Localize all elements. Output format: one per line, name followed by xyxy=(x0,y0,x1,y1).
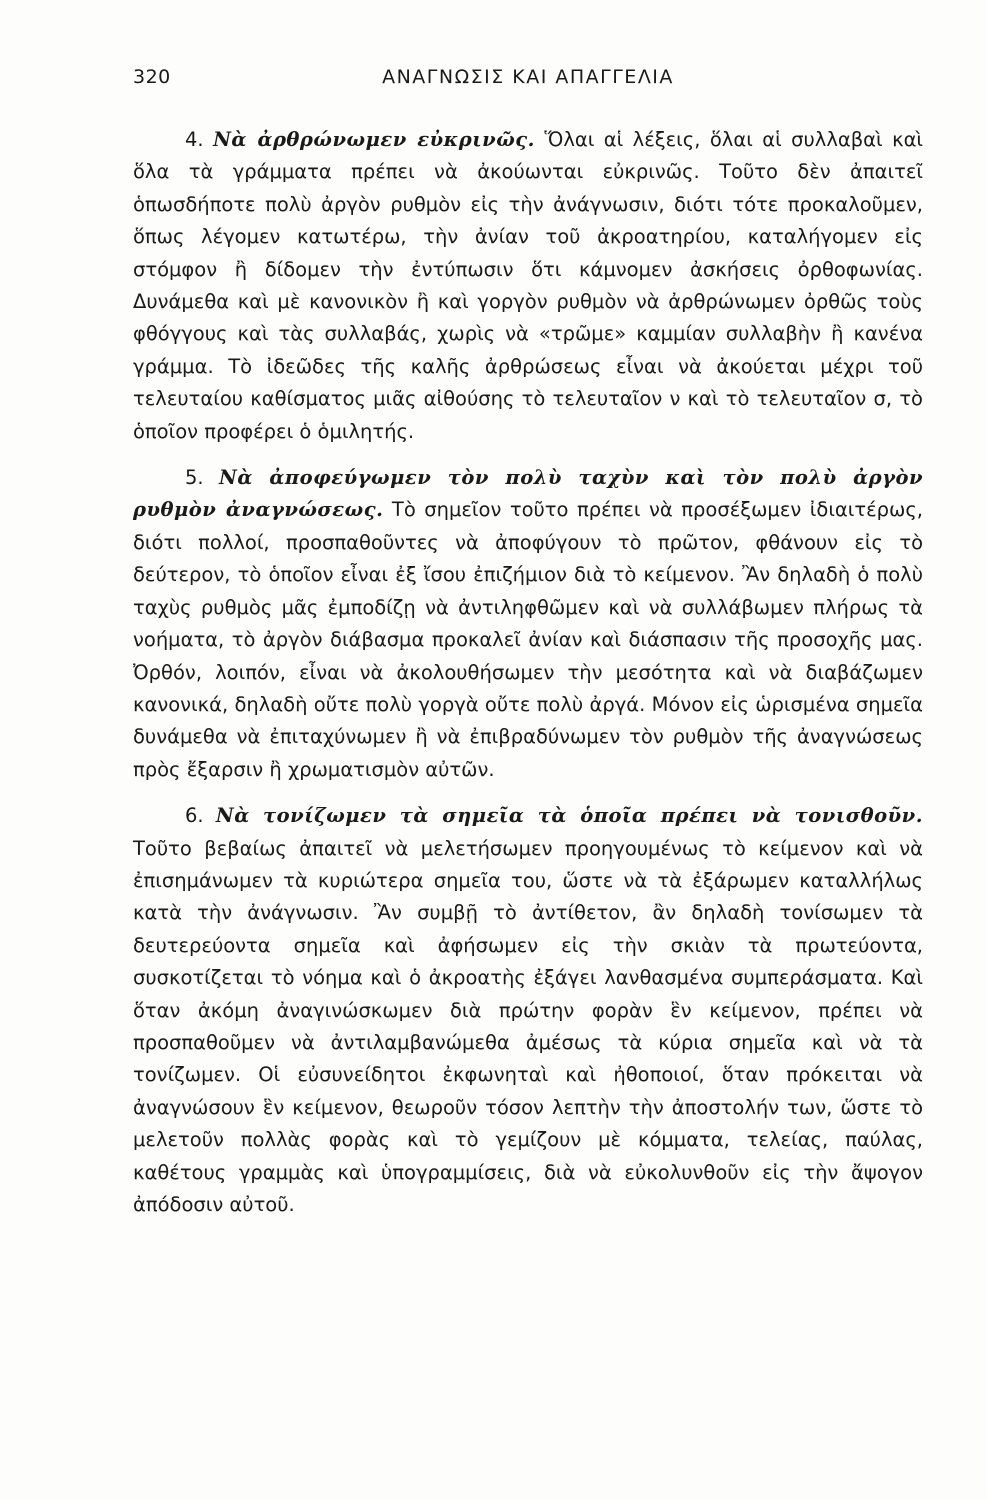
paragraph-5 xyxy=(133,462,923,786)
paragraph-4 xyxy=(133,124,923,448)
paragraph-heading: Νὰ τονίζωμεν τὰ σημεῖα τὰ ὁποῖα πρέπει νὰ τονισθοῦν. xyxy=(215,804,923,828)
paragraph-text: Ὅλαι αἱ λέξεις, ὅλαι αἱ συλλαβαὶ καὶ ὅλα τὰ γράμματα πρέπει νὰ ἀκούωνται εὐκρινῶς. Τοῦτο δὲν ἀπαιτεῖ ὁπωσδήποτε πολὺ ἀργὸν ρυθμὸν εἰς τὴν ἀνάγνωσιν, διότι τότε προκαλοῦμεν, ὅπως λέγομεν κατωτέρω, τὴν ἀνίαν τοῦ ἀκροατηρίου, καταλήγομεν εἰς στόμφον ἢ δίδομεν τὴν ἐντύπωσιν ὅτι κάμνομεν ἀσκήσεις ὀρθοφωνίας. Δυνάμεθα καὶ μὲ κανονικὸν ἢ καὶ γοργὸν ρυθμὸν νὰ ἀρθρώνωμεν ὀρθῶς τοὺς φθόγγους καὶ τὰς συλλαβάς, χωρὶς νὰ «τρῶμε» καμμίαν συλλαβὴν ἢ κανένα γράμμα. Τὸ ἰδεῶδες τῆς καλῆς ἀρθρώσεως εἶναι νὰ ἀκούεται μέχρι τοῦ τελευταίου καθίσματος μιᾶς αἰθούσης τὸ τελευταῖον ν καὶ τὸ τελευταῖον σ, τὸ ὁποῖον προφέρει ὁ ὁμιλητής. xyxy=(133,128,924,443)
paragraph-heading: Νὰ ἀρθρώνωμεν εὐκρινῶς. xyxy=(213,128,535,151)
running-head xyxy=(133,66,923,96)
page-number: 320 xyxy=(133,66,171,88)
paragraph-number: 6. xyxy=(185,804,204,828)
paragraph-heading: Νὰ ἀποφεύγωμεν τὸν πολὺ ταχὺν καὶ τὸν πολὺ ἀργὸν ρυθμὸν ἀναγνώσεως. xyxy=(133,466,924,522)
body-text xyxy=(133,124,923,1221)
paragraph-text: Τὸ σημεῖον τοῦτο πρέπει νὰ προσέξωμεν ἰδιαιτέρως, διότι πολλοί, προσπαθοῦντες νὰ ἀποφύγουν τὸ πρῶτον, φθάνουν εἰς τὸ δεύτερον, τὸ ὁποῖον εἶναι ἐξ ἴσου ἐπιζήμιον διὰ τὸ κείμενον. Ἂν δηλαδὴ ὁ πολὺ ταχὺς ρυθμὸς μᾶς ἐμποδίζῃ νὰ ἀντιληφθῶμεν καὶ νὰ συλλάβωμεν πλήρως τὰ νοήματα, τὸ ἀργὸν διάβασμα προκαλεῖ ἀνίαν καὶ διάσπασιν τῆς προσοχῆς μας. Ὀρθόν, λοιπόν, εἶναι νὰ ἀκολουθήσωμεν τὴν μεσότητα καὶ νὰ διαβάζωμεν κανονικά, δηλαδὴ οὔτε πολὺ γοργὰ οὔτε πολὺ ἀργά. Μόνον εἰς ὡρισμένα σημεῖα δυνάμεθα νὰ ἐπιταχύνωμεν ἢ νὰ ἐπιβραδύνωμεν τὸν ρυθμὸν τῆς ἀναγνώσεως πρὸς ἔξαρσιν ἢ χρωματισμὸν αὐτῶν. xyxy=(133,498,923,781)
paragraph-number: 5. xyxy=(185,466,204,490)
paragraph-text: Τοῦτο βεβαίως ἀπαιτεῖ νὰ μελετήσωμεν προηγουμένως τὸ κείμενον καὶ νὰ ἐπισημάνωμεν τὰ κυριώτερα σημεῖα του, ὥστε νὰ τὰ ἐξάρωμεν καταλλήλως κατὰ τὴν ἀνάγνωσιν. Ἂν συμβῇ τὸ ἀντίθετον, ἂν δηλαδὴ τονίσωμεν τὰ δευτερεύοντα σημεῖα καὶ ἀφήσωμεν εἰς τὴν σκιὰν τὰ πρωτεύοντα, συσκοτίζεται τὸ νόημα καὶ ὁ ἀκροατὴς ἐξάγει λανθασμένα συμπεράσματα. Καὶ ὅταν ἀκόμη ἀναγινώσκωμεν διὰ πρώτην φορὰν ἓν κείμενον, πρέπει νὰ προσπαθοῦμεν νὰ ἀντιλαμβανώμεθα ἀμέσως τὰ κύρια σημεῖα καὶ νὰ τὰ τονίζωμεν. Οἱ εὐσυνείδητοι ἐκφωνηταὶ καὶ ἠθοποιοί, ὅταν πρόκειται νὰ ἀναγνώσουν ἓν κείμενον, θεωροῦν τόσον λεπτὴν τὴν ἀποστολήν των, ὥστε τὸ μελετοῦν πολλὰς φορὰς καὶ τὸ γεμίζουν μὲ κόμματα, τελείας, παύλας, καθέτους γραμμὰς καὶ ὑπογραμμίσεις, διὰ νὰ εὐκολυνθοῦν εἰς τὴν ἄψογον ἀπόδοσιν αὐτοῦ. xyxy=(133,836,923,1216)
paragraph-6 xyxy=(133,800,923,1221)
paragraph-number: 4. xyxy=(185,128,204,151)
running-title: ΑΝΑΓΝΩΣΙΣ ΚΑΙ ΑΠΑΓΓΕΛΙΑ xyxy=(382,66,674,88)
